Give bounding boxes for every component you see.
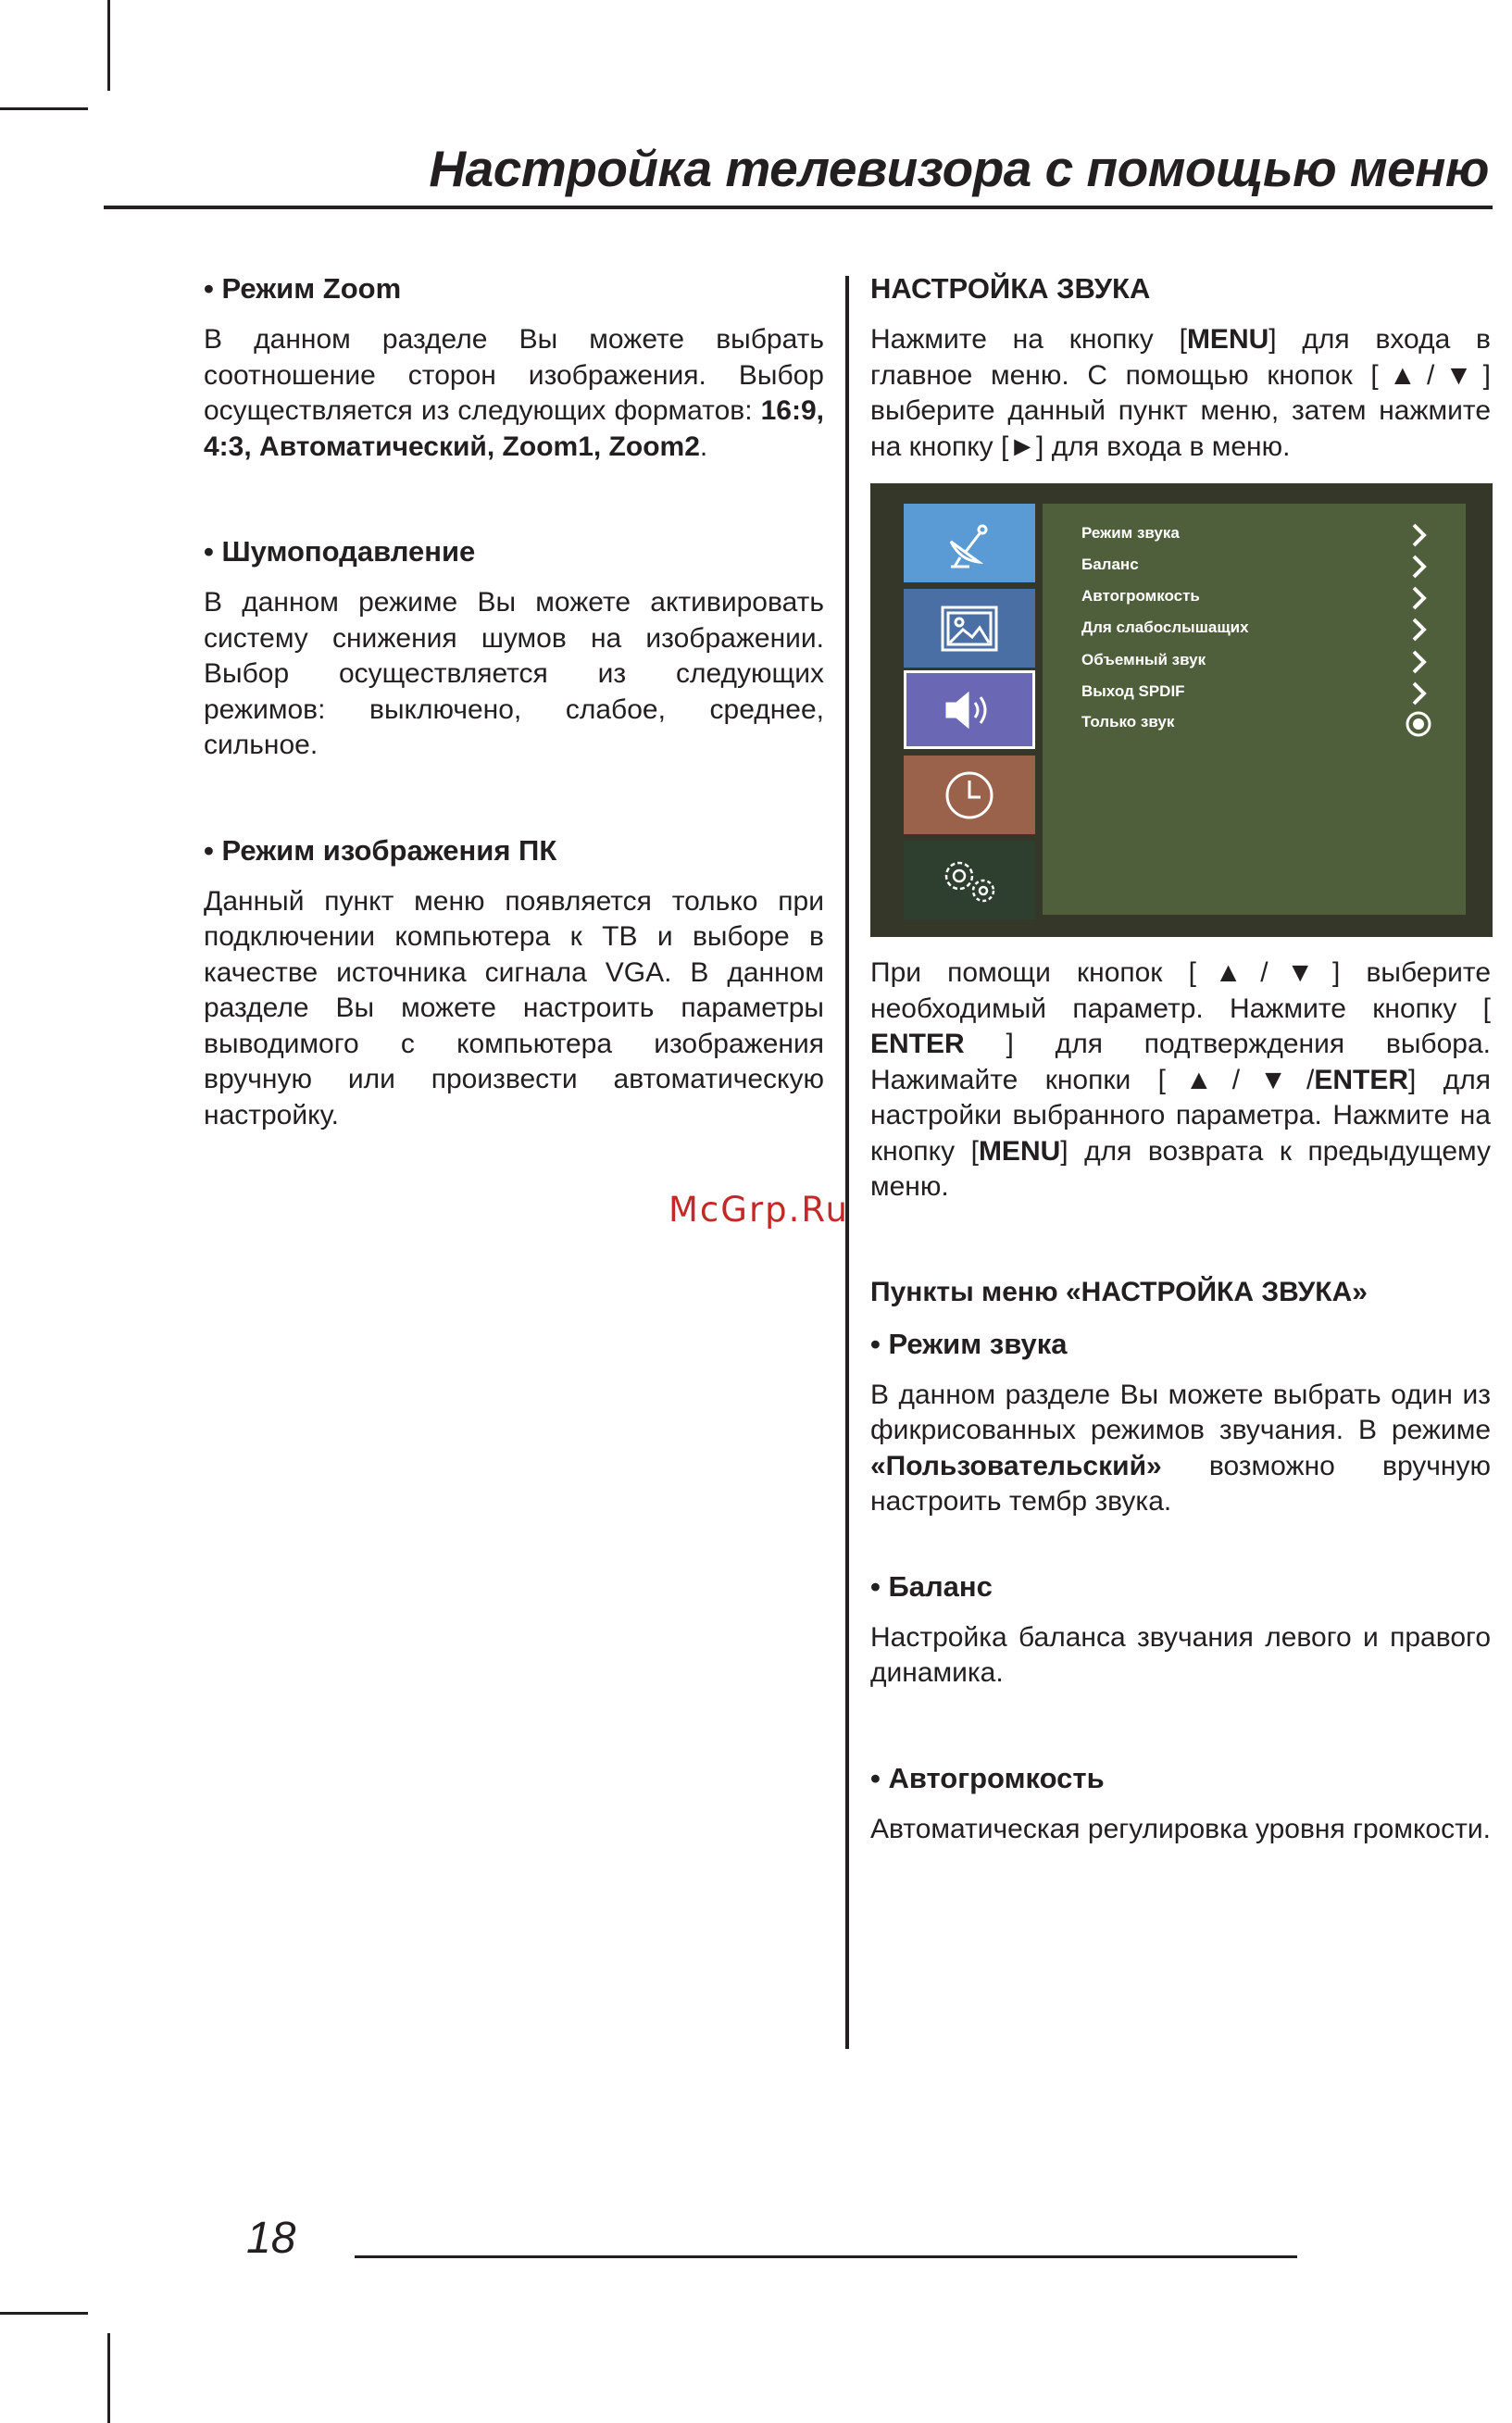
tile-clock [904, 756, 1035, 834]
crop-mark-bottom-horizontal [0, 2312, 88, 2315]
tile-sound-selected [904, 670, 1035, 749]
tile-satellite [904, 504, 1035, 582]
menu-item-audio-only[interactable]: Только звук [1081, 709, 1433, 739]
after-menu-text: При помощи кнопок [▲/▼] выберите необходимый параметр. Нажмите кнопку [ ENTER ] для подтверждения выбора. Нажимайте кнопки [▲/▼/ENTER] для настройки выбранного параметра. Нажмите на кнопку [MENU] для возврата к предыдущему меню. [870, 957, 1491, 1202]
noise-text: В данном режиме Вы можете активировать систему снижения шумов на изображении. Выбор осуществляется из следующих режимов: выключено, слабое, среднее, сильное. [204, 587, 824, 760]
menu-item-surround[interactable]: Объемный звук [1081, 647, 1433, 677]
sound-settings-text: Нажмите на кнопку [MENU] для входа в главное меню. С помощью кнопок [▲/▼] выберите данный пункт меню, затем нажмите на кнопку [►] для входа в меню. [870, 324, 1491, 462]
crop-mark-top-horizontal [0, 107, 88, 110]
page-number: 18 [246, 2214, 296, 2263]
sound-mode-text: В данном разделе Вы можете выбрать один из фикрисованных режимов звучания. В режиме «Пользовательский» возможно вручную настроить тембр звука. [870, 1379, 1491, 1517]
menu-item-spdif[interactable]: Выход SPDIF [1081, 679, 1433, 708]
menu-item-balance[interactable]: Баланс [1081, 552, 1433, 581]
column-divider [845, 276, 849, 2049]
pc-heading: • Режим изображения ПК [204, 833, 557, 867]
auto-volume-text: Автоматическая регулировка уровня громкости. [870, 1813, 1491, 1844]
balance-heading: • Баланс [870, 1569, 993, 1603]
sound-mode-heading: • Режим звука [870, 1327, 1068, 1360]
tv-menu-screenshot [870, 483, 1493, 937]
menu-item-hearing-impaired[interactable]: Для слабослышащих [1081, 615, 1433, 644]
chevron-right-icon [1404, 647, 1433, 677]
footer-rule [355, 2255, 1297, 2258]
tile-gears [904, 841, 1035, 919]
menu-items-heading: Пункты меню «НАСТРОЙКА ЗВУКА» [870, 1276, 1368, 1307]
chevron-right-icon [1404, 583, 1433, 613]
page-title: Настройка телевизора с помощью меню [429, 140, 1489, 197]
tile-picture [904, 589, 1035, 668]
chevron-right-icon [1404, 679, 1433, 708]
zoom-heading: • Режим Zoom [204, 272, 402, 305]
radio-button-icon [1404, 709, 1433, 739]
balance-text: Настройка баланса звучания левого и правого динамика. [870, 1621, 1491, 1688]
picture-icon [939, 604, 1000, 654]
speaker-icon [942, 687, 997, 733]
noise-heading: • Шумоподавление [204, 535, 476, 568]
sound-settings-heading: НАСТРОЙКА ЗВУКА [870, 272, 1151, 305]
zoom-formats: 16:9, 4:3, Автоматический, Zoom1, Zoom2 [204, 395, 824, 462]
crop-mark-top-vertical [107, 0, 110, 91]
left-column [204, 269, 824, 1133]
chevron-right-icon [1404, 552, 1433, 581]
chevron-right-icon [1404, 520, 1433, 550]
menu-item-auto-volume[interactable]: Автогромкость [1081, 583, 1433, 613]
zoom-text: В данном разделе Вы можете выбрать соотношение сторон изображения. Выбор осуществляется из следующих форматов: 16:9, 4:3, Автоматический, Zoom1, Zoom2. [204, 324, 824, 462]
pc-text: Данный пункт меню появляется только при подключении компьютера к ТВ и выборе в качестве источника сигнала VGA. В данном разделе Вы можете настроить параметры выводимого с компьютера изображения вручную или произвести автоматическую настройку. [204, 885, 824, 1130]
menu-item-sound-mode[interactable]: Режим звука [1081, 520, 1433, 550]
title-underline [104, 206, 1493, 209]
clock-icon [942, 768, 997, 823]
auto-volume-heading: • Автогромкость [870, 1761, 1105, 1794]
crop-mark-bottom-vertical [107, 2333, 110, 2423]
chevron-right-icon [1404, 615, 1433, 644]
gears-icon [935, 854, 1004, 907]
watermark: McGrp.Ru [669, 1190, 849, 1230]
satellite-icon [942, 516, 997, 571]
sound-menu-panel [1043, 504, 1466, 915]
